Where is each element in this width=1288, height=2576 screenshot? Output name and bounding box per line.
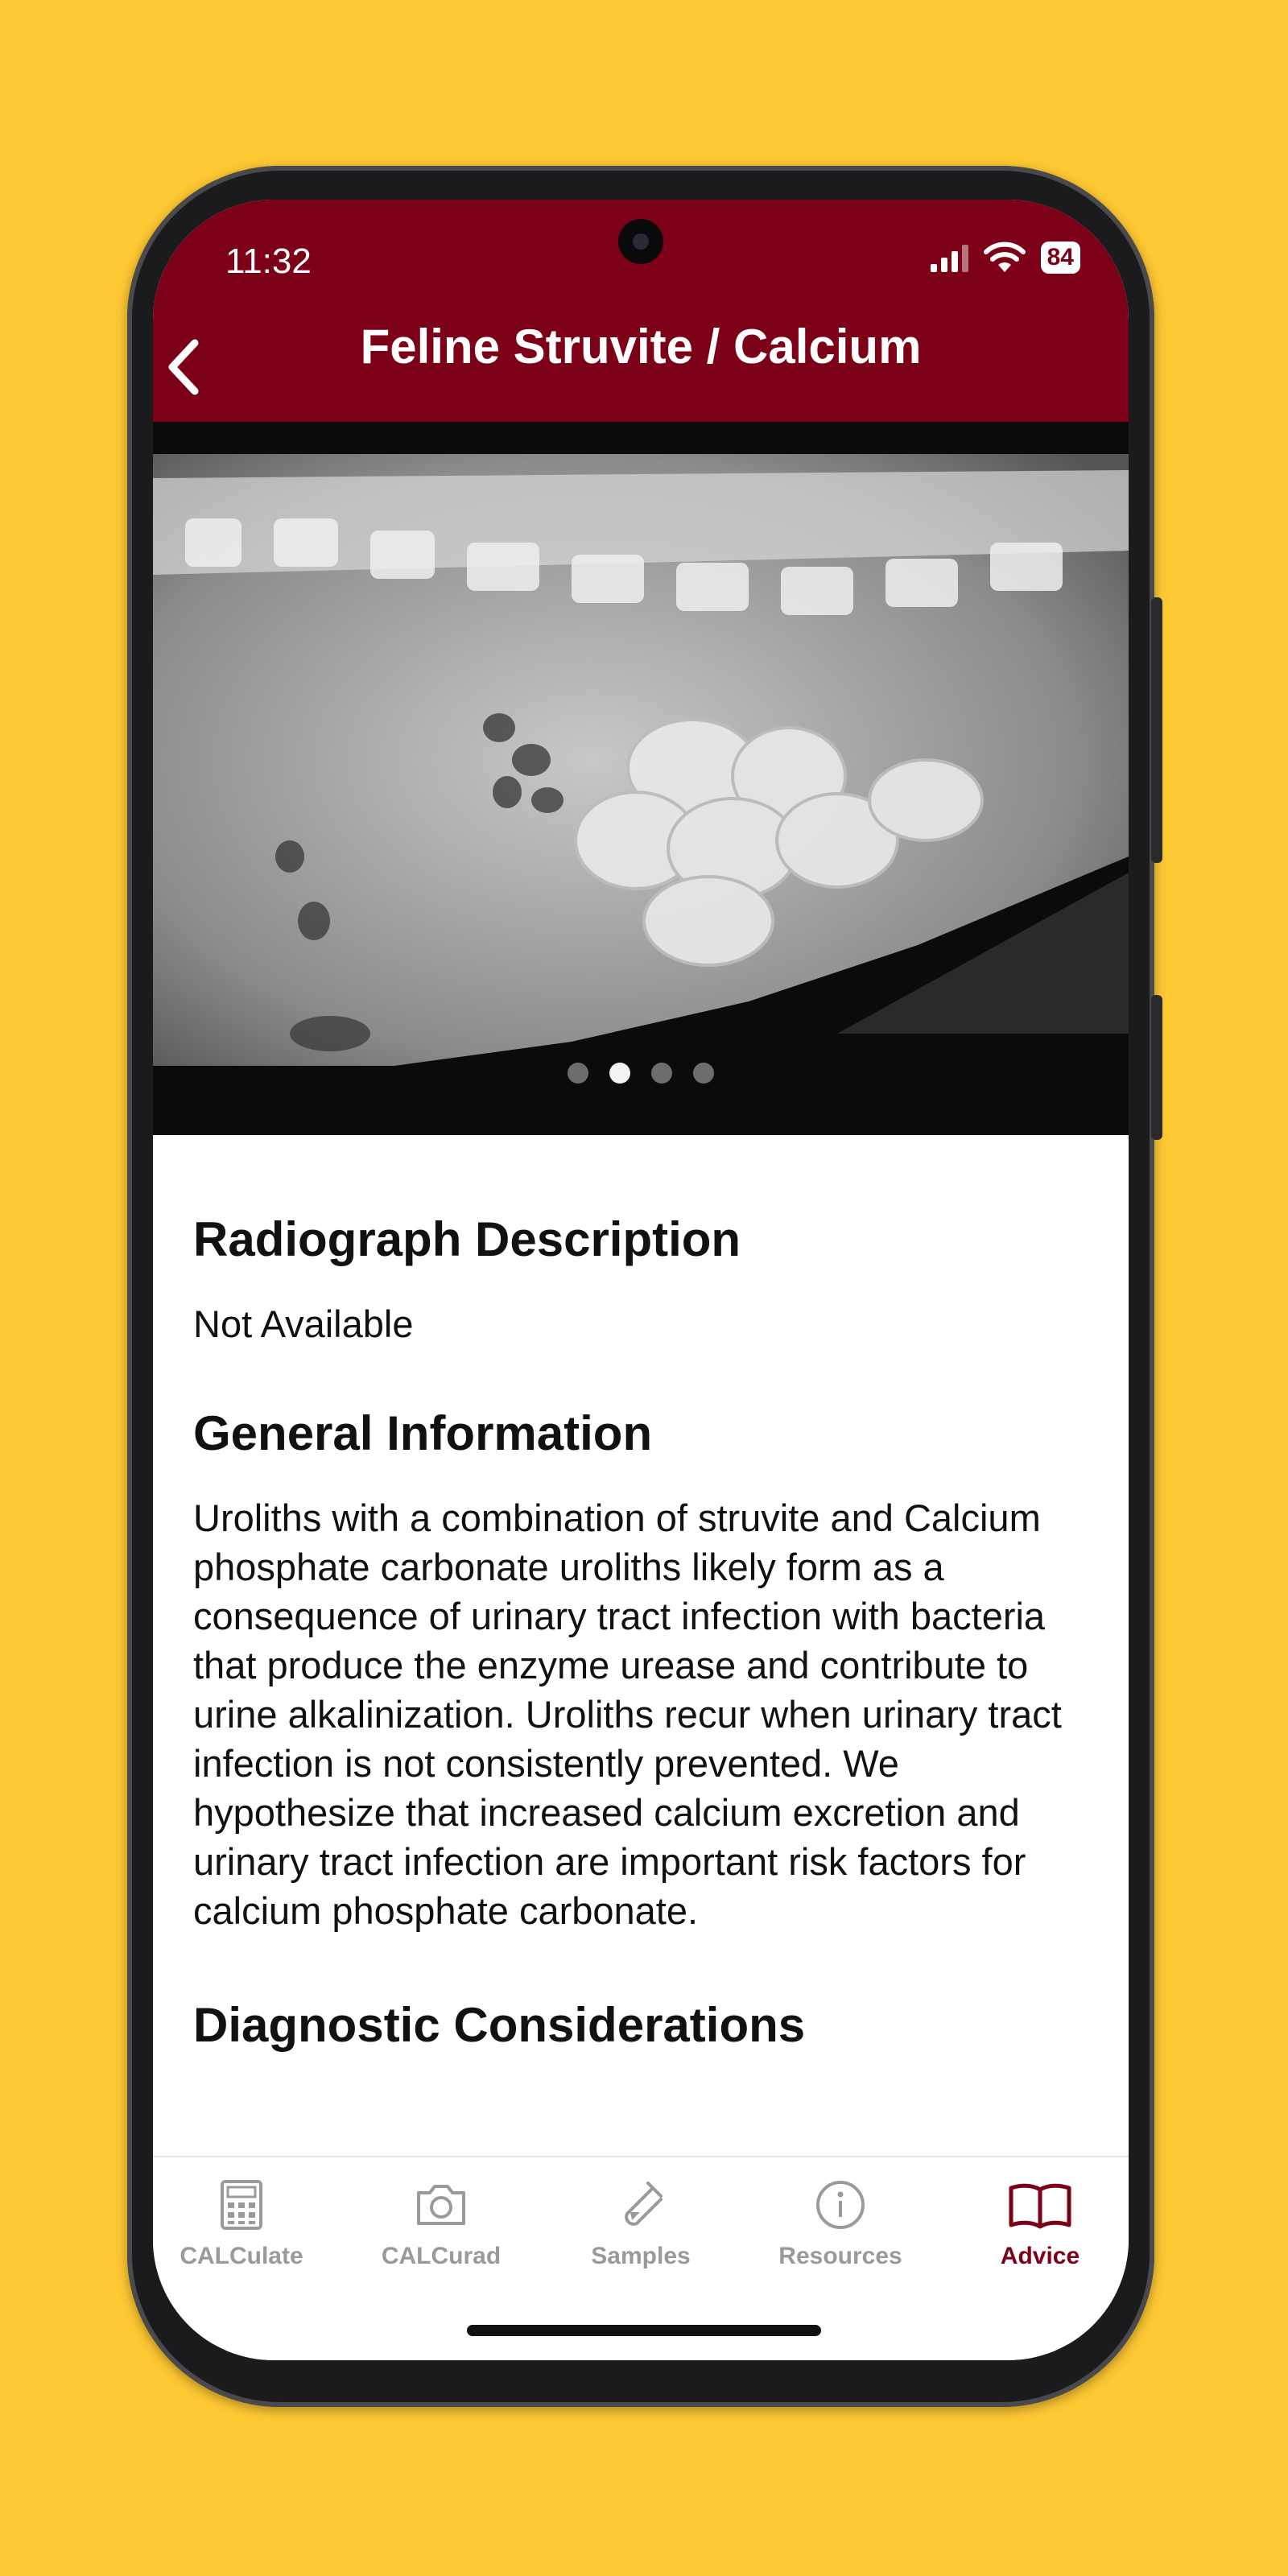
section-body: Not Available [193,1302,414,1345]
info-icon [814,2178,867,2231]
tab-label: Samples [591,2243,691,2269]
gallery-dot[interactable] [568,1063,588,1084]
tab-advice[interactable] [960,2169,1121,2270]
tab-resources[interactable] [760,2169,921,2270]
tab-calculate[interactable] [161,2169,322,2270]
gallery-dot[interactable] [651,1063,672,1084]
tab-label: Advice [1000,2243,1080,2269]
camera-icon [414,2178,469,2231]
advice-content [193,1208,1087,2058]
radiograph-image[interactable] [153,422,1129,1135]
status-time: 11:32 [225,242,312,281]
bottom-tab-bar [153,2156,1129,2360]
tab-label: CALCurad [381,2243,502,2269]
app-header [153,200,1129,422]
section-heading: General Information [193,1406,653,1460]
test-tube-icon [614,2178,667,2231]
wifi-icon [983,242,1026,274]
tab-label: CALCulate [180,2243,303,2269]
tab-samples[interactable] [560,2169,721,2270]
power-button [1151,995,1162,1140]
section-body: Uroliths with a combination of struvite and Calcium phosphate carbonate uroliths likely form as a consequence of urinary tract infection with bacteria that produce the enzyme urease and contribute to urine alkalinization. Uroliths recur when urinary tract infection is not consistently prevented. We hypothesize that increased calcium excretion and urinary tract infection are important risk factors for calcium phosphate carbonate. [193,1496,1062,1932]
tab-label: Resources [778,2243,902,2269]
section-heading: Radiograph Description [193,1212,741,1266]
front-camera [618,219,663,264]
app-screen [153,200,1129,2360]
gallery-pagination [153,1063,1129,1084]
battery-icon: 84 [1041,242,1080,274]
tab-calcurad[interactable] [361,2169,522,2270]
page-title: Feline Struvite / Calcium [360,320,922,374]
gallery-dot-active[interactable] [609,1063,630,1084]
book-icon [1006,2178,1074,2231]
calculator-icon [217,2178,266,2231]
cellular-signal-icon [931,243,968,272]
volume-button [1151,597,1162,863]
gallery-dot[interactable] [693,1063,714,1084]
radiograph-illustration [153,422,1129,1135]
section-heading: Diagnostic Considerations [193,1998,806,2052]
home-indicator[interactable] [467,2325,821,2336]
status-icons [931,242,1080,274]
